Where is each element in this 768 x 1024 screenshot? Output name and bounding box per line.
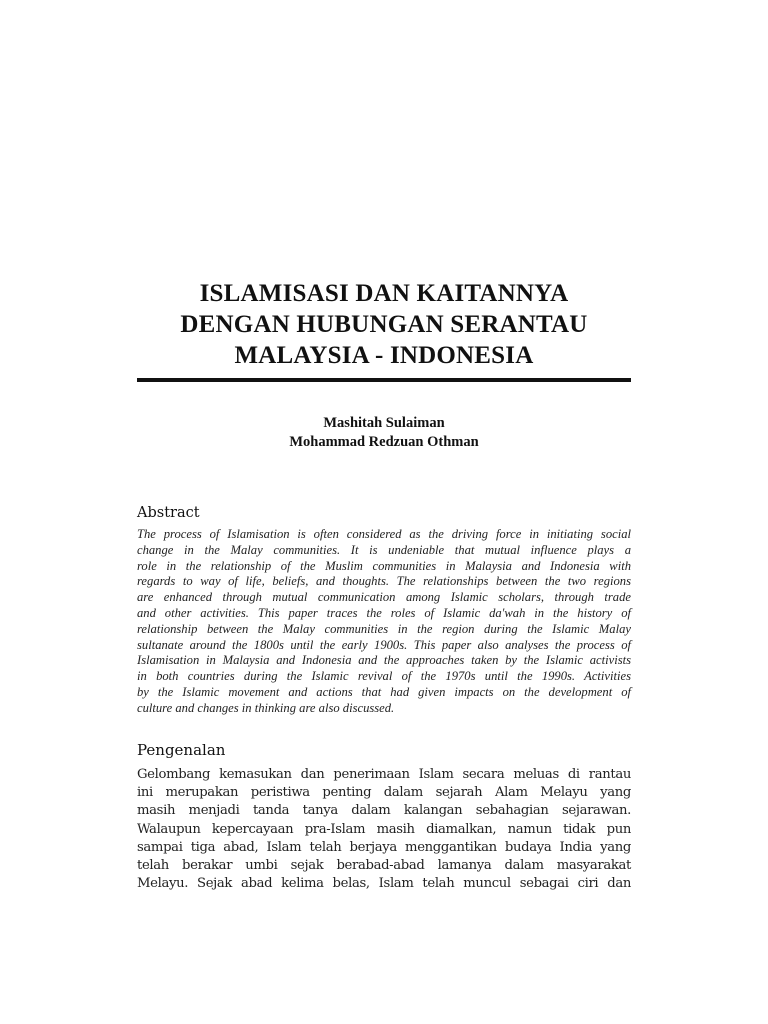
abstract-line: The process of Islamisation is often considered as the driving force in initiating social	[137, 527, 631, 541]
body-line: Walaupun kepercayaan pra-Islam masih diamalkan, namun tidak pun	[137, 821, 631, 837]
author-name: Mashitah Sulaiman	[323, 415, 445, 431]
abstract-line: sultanate around the 1800s until the early 1900s. This paper also analyses the process of	[137, 637, 631, 652]
body-line: telah berakar umbi sejak berabad-abad lamanya dalam masyarakat	[137, 858, 631, 874]
author-list	[137, 414, 631, 452]
section-heading: Pengenalan	[137, 741, 226, 759]
abstract-line: are enhanced through mutual communication among Islamic scholars, through trade	[137, 590, 631, 605]
abstract-line: and other activities. This paper traces the roles of Islamic da'wah in the history of	[137, 605, 631, 620]
abstract-heading: Abstract	[137, 505, 200, 521]
abstract-line: role in the relationship of the Muslim communities in Malaysia and Indonesia with	[137, 558, 631, 573]
body-line: masih menjadi tanda tanya dalam kalangan sebahagian sejarawan.	[137, 803, 631, 819]
abstract-line: change in the Malay communities. It is undeniable that mutual influence plays a	[137, 542, 631, 557]
abstract-text	[137, 527, 631, 717]
abstract-line: relationship between the Malay communities in the region during the Islamic Malay	[137, 621, 631, 636]
title-line: MALAYSIA - INDONESIA	[234, 342, 534, 369]
body-line: sampai tiga abad, Islam telah berjaya menggantikan budaya India yang	[137, 839, 631, 855]
abstract-line: in both countries during the Islamic revival of the 1970s until the 1990s. Activities	[137, 669, 631, 684]
body-line: ini merupakan peristiwa penting dalam sejarah Alam Melayu yang	[137, 785, 631, 801]
title-rule	[137, 378, 631, 382]
body-line: Gelombang kemasukan dan penerimaan Islam secara meluas di rantau	[137, 767, 631, 782]
title-line: ISLAMISASI DAN KAITANNYA	[199, 280, 569, 307]
section-body-text	[137, 766, 631, 893]
abstract-line: culture and changes in thinking are also discussed.	[137, 700, 395, 715]
paper-title	[137, 278, 631, 371]
body-line: Melayu. Sejak abad kelima belas, Islam telah muncul sebagai ciri dan	[137, 876, 631, 892]
abstract-line: by the Islamic movement and actions that had given impacts on the development of	[137, 684, 631, 699]
abstract-line: regards to way of life, beliefs, and thoughts. The relationships between the two regions	[137, 574, 631, 589]
title-line: DENGAN HUBUNGAN SERANTAU	[180, 311, 588, 338]
author-name: Mohammad Redzuan Othman	[289, 434, 479, 450]
abstract-line: Islamisation in Malaysia and Indonesia and the approaches taken by the Islamic activists	[137, 653, 631, 668]
